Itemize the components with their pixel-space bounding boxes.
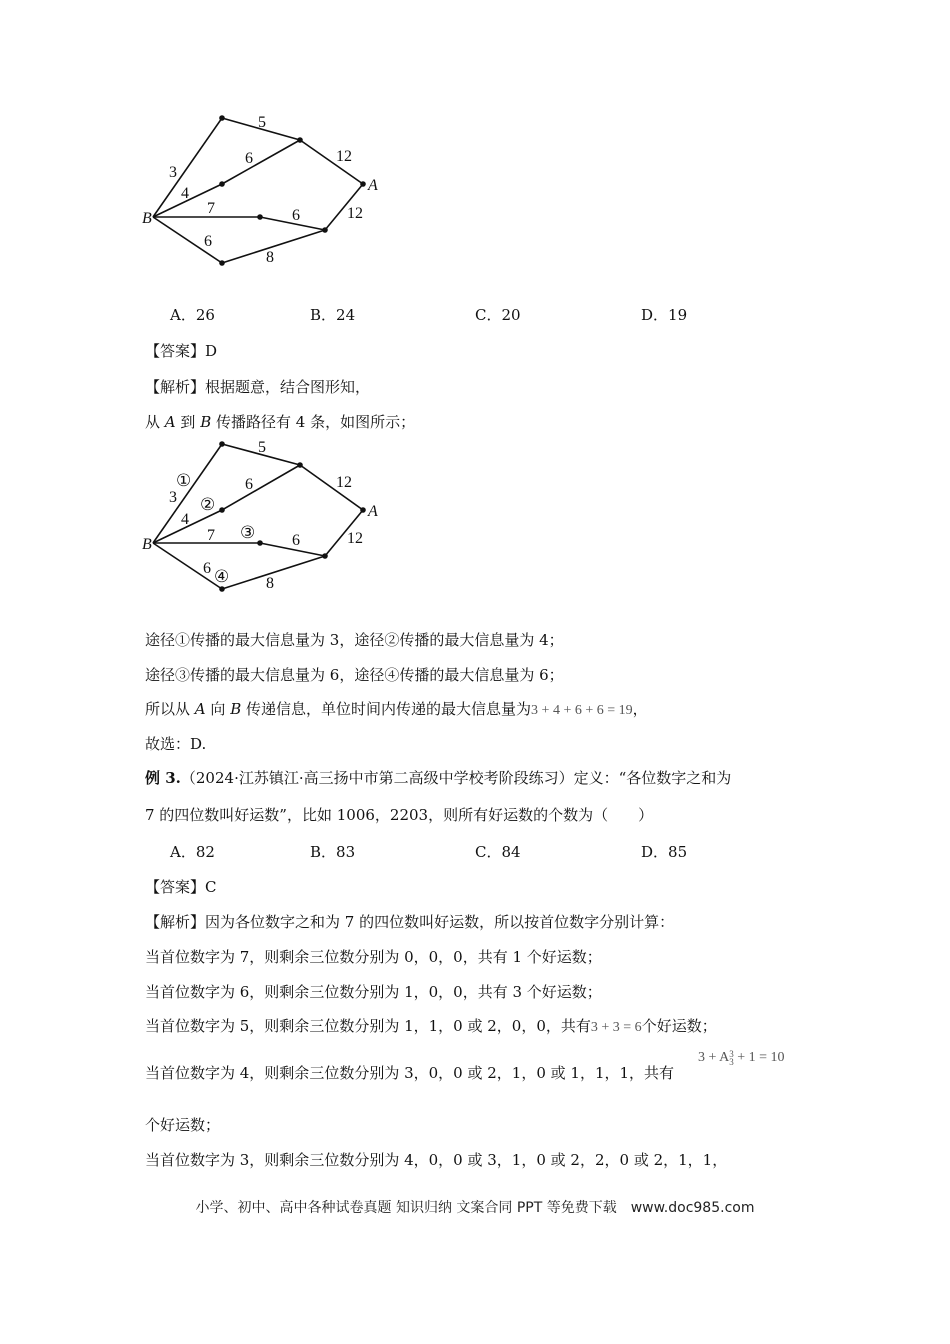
vertex-dot — [297, 462, 303, 468]
edge-label: 6 — [245, 476, 253, 493]
path-marker: ① — [176, 471, 192, 490]
example-title: 例 3. — [145, 769, 181, 787]
path-marker: ④ — [214, 567, 230, 586]
page-footer: 小学、初中、高中各种试卷真题 知识归纳 文案合同 PPT 等免费下载 www.doc985.com — [195, 1200, 755, 1216]
edge-label: 8 — [266, 575, 274, 592]
option-d: D．19 — [641, 306, 688, 324]
edge-label: 12 — [347, 530, 363, 547]
vertex-dot — [360, 181, 366, 187]
edge-label: 5 — [258, 114, 266, 131]
solution-step: 故选：D. — [145, 735, 207, 753]
sum-formula: 3 + 4 + 6 + 6 = 19 — [531, 703, 633, 718]
case-line: 当首位数字为 3，则剩余三位数分别为 4，0，0 或 3，1，0 或 2，2，0 或 2，1，1， — [145, 1151, 728, 1169]
vertex-dot — [360, 507, 366, 513]
network-diagram-2 — [130, 432, 400, 602]
edge-label: 6 — [203, 560, 211, 577]
edge-label: 5 — [258, 439, 266, 456]
option-a: A．26 — [170, 306, 215, 324]
vertex-dot — [297, 137, 303, 143]
vertex-label-a: A — [368, 177, 378, 194]
network-diagram-1 — [130, 105, 400, 275]
answer-line: 【答案】D — [145, 342, 218, 360]
option-c: C．20 — [475, 306, 521, 324]
example-3-header: 例 3.（2024·江苏镇江·高三扬中市第二高级中学校考阶段练习）定义：“各位数字之和为 — [145, 769, 732, 787]
vertex-dot — [322, 227, 328, 233]
option-b: B．83 — [310, 843, 356, 861]
edge-label: 12 — [336, 474, 352, 491]
solution-step: 途径①传播的最大信息量为 3，途径②传播的最大信息量为 4； — [145, 631, 564, 649]
analysis-line: 【解析】根据题意，结合图形知， — [145, 378, 371, 396]
case-line: 当首位数字为 6，则剩余三位数分别为 1，0，0，共有 3 个好运数； — [145, 983, 602, 1001]
case-line: 个好运数； — [145, 1116, 221, 1134]
path-marker: ③ — [240, 523, 256, 542]
case-line: 当首位数字为 5，则剩余三位数分别为 1，1，0 或 2，0，0，共有3 + 3 = 6个好运数； — [145, 1017, 717, 1035]
edge-label: 8 — [266, 249, 274, 266]
vertex-label-b: B — [142, 210, 152, 227]
solution-step: 途径③传播的最大信息量为 6，途径④传播的最大信息量为 6； — [145, 666, 564, 684]
vertex-label-b: B — [142, 536, 152, 553]
answer-line: 【答案】C — [145, 878, 217, 896]
case5-formula: 3 + 3 = 6 — [590, 1020, 642, 1035]
case4-formula: 3 + A 3 3 + 1 = 10 — [698, 1049, 785, 1067]
vertex-dot — [322, 553, 328, 559]
vertex-dot — [219, 441, 225, 447]
edge-label: 7 — [207, 527, 215, 544]
edge-label: 6 — [204, 233, 212, 250]
case-line: 当首位数字为 4，则剩余三位数分别为 3，0，0 或 2，1，0 或 1，1，1，共有 — [145, 1064, 675, 1082]
vertex-label-a: A — [368, 503, 378, 520]
option-a: A．82 — [170, 843, 215, 861]
vertex-dot — [219, 260, 225, 266]
vertex-dot — [219, 507, 225, 513]
example-3-text: 7 的四位数叫好运数”，比如 1006，2203，则所有好运数的个数为（ ） — [145, 806, 654, 824]
vertex-dot — [219, 115, 225, 121]
case-line: 当首位数字为 7，则剩余三位数分别为 0，0，0，共有 1 个好运数； — [145, 948, 602, 966]
edge-label: 7 — [207, 200, 215, 217]
edge-label: 6 — [245, 150, 253, 167]
option-b: B．24 — [310, 306, 356, 324]
edge-label: 12 — [336, 148, 352, 165]
path-marker: ② — [200, 495, 216, 514]
edge-label: 3 — [169, 164, 177, 181]
edge-label: 6 — [292, 207, 300, 224]
solution-step: 所以从 A 向 B 传递信息，单位时间内传递的最大信息量为3 + 4 + 6 + 6 = 19， — [145, 700, 648, 718]
edge-label: 4 — [181, 185, 189, 202]
edge-label: 6 — [292, 532, 300, 549]
vertex-dot — [257, 214, 263, 220]
vertex-dot — [219, 181, 225, 187]
option-d: D．85 — [641, 843, 688, 861]
edge-label: 4 — [181, 511, 189, 528]
analysis-line: 从 A 到 B 传播路径有 4 条，如图所示； — [145, 413, 416, 431]
vertex-dot — [257, 540, 263, 546]
edge-label: 3 — [169, 489, 177, 506]
option-c: C．84 — [475, 843, 521, 861]
analysis-line: 【解析】因为各位数字之和为 7 的四位数叫好运数，所以按首位数字分别计算： — [145, 913, 675, 931]
vertex-dot — [219, 586, 225, 592]
edge-label: 12 — [347, 205, 363, 222]
